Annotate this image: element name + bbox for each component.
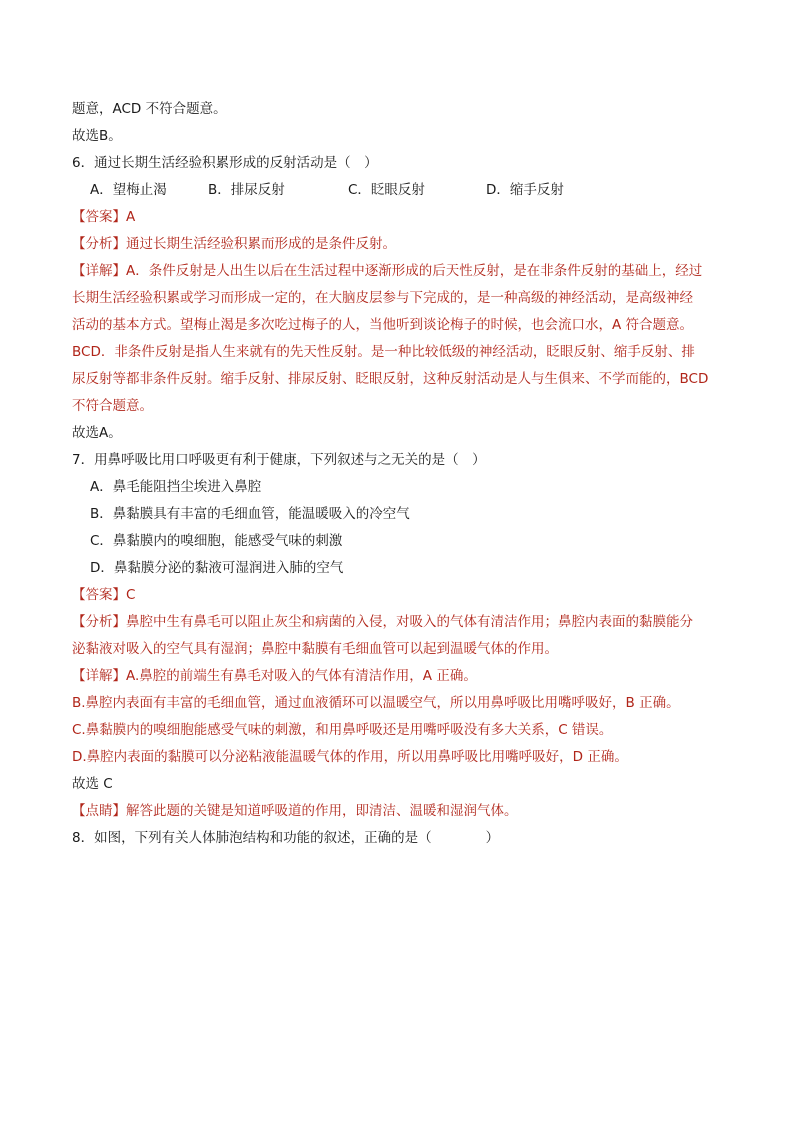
option-a: A．鼻毛能阻挡尘埃进入鼻腔 xyxy=(90,479,262,495)
tip-line xyxy=(72,798,732,825)
answer-tag: 【答案】 xyxy=(72,587,126,603)
tip-text: 解答此题的关键是知道呼吸道的作用，即清洁、温暖和湿润气体。 xyxy=(126,803,518,819)
question-6 xyxy=(72,150,732,177)
answer-line xyxy=(72,204,732,231)
question-6-options xyxy=(72,177,732,204)
choose-line: 故选A。 xyxy=(72,425,122,441)
option-b: B．鼻黏膜具有丰富的毛细血管，能温暖吸入的冷空气 xyxy=(90,506,410,522)
option-d: D．缩手反射 xyxy=(486,182,564,198)
option-a: A．望梅止渴 xyxy=(90,182,167,198)
option-d: D．鼻黏膜分泌的黏液可湿润进入肺的空气 xyxy=(90,560,344,576)
detail-text: A.鼻腔的前端生有鼻毛对吸入的气体有清洁作用，A 正确。 xyxy=(126,668,477,684)
detail-line: 尿反射等都非条件反射。缩手反射、排尿反射、眨眼反射，这种反射活动是人与生俱来、不学而能的，BCD xyxy=(72,371,709,387)
analysis-line: 泌黏液对吸入的空气具有湿润；鼻腔中黏膜有毛细血管可以起到温暖气体的作用。 xyxy=(72,641,558,657)
text-line xyxy=(72,96,732,123)
answer-value: A xyxy=(126,209,136,225)
detail-line: B.鼻腔内表面有丰富的毛细血管，通过血液循环可以温暖空气，所以用鼻呼吸比用嘴呼吸好，B 正确。 xyxy=(72,695,680,711)
detail-tag: 【详解】 xyxy=(72,668,126,684)
question-7: 7．用鼻呼吸比用口呼吸更有利于健康，下列叙述与之无关的是（ ） xyxy=(72,452,486,468)
detail-line: BCD．非条件反射是指人生来就有的先天性反射。是一种比较低级的神经活动，眨眼反射、缩手反射、排 xyxy=(72,344,695,360)
question-text: 6．通过长期生活经验积累形成的反射活动是（ ） xyxy=(72,155,378,171)
text: 故选B。 xyxy=(72,128,122,144)
answer-tag: 【答案】 xyxy=(72,209,126,225)
question-8: 8．如图，下列有关人体肺泡结构和功能的叙述，正确的是（ ） xyxy=(72,830,500,846)
analysis-tag: 【分析】 xyxy=(72,236,126,252)
choose-line: 故选 C xyxy=(72,776,113,792)
analysis-text: 鼻腔中生有鼻毛可以阻止灰尘和病菌的入侵，对吸入的气体有清洁作用；鼻腔内表面的黏膜能分 xyxy=(126,614,693,630)
detail-line xyxy=(72,258,732,285)
detail-tag: 【详解】 xyxy=(72,263,126,279)
analysis-line xyxy=(72,231,732,258)
option-c: C．鼻黏膜内的嗅细胞，能感受气味的刺激 xyxy=(90,533,343,549)
detail-text: A．条件反射是人出生以后在生活过程中逐渐形成的后天性反射，是在非条件反射的基础上，经过 xyxy=(126,263,703,279)
tip-tag: 【点睛】 xyxy=(72,803,126,819)
option-b: B．排尿反射 xyxy=(208,182,285,198)
detail-line: 长期生活经验积累或学习而形成一定的，在大脑皮层参与下完成的，是一种高级的神经活动，是高级神经 xyxy=(72,290,693,306)
analysis-line xyxy=(72,609,732,636)
option-c: C．眨眼反射 xyxy=(348,182,425,198)
detail-line: C.鼻黏膜内的嗅细胞能感受气味的刺激，和用鼻呼吸还是用嘴呼吸没有多大关系，C 错误。 xyxy=(72,722,613,738)
detail-line: 活动的基本方式。望梅止渴是多次吃过梅子的人，当他听到谈论梅子的时候，也会流口水，A 符合题意。 xyxy=(72,317,694,333)
document-page xyxy=(72,96,732,852)
analysis-tag: 【分析】 xyxy=(72,614,126,630)
answer-line xyxy=(72,582,732,609)
detail-line xyxy=(72,663,732,690)
answer-value: C xyxy=(126,587,136,603)
text-line xyxy=(72,123,732,150)
text: 题意，ACD 不符合题意。 xyxy=(72,101,227,117)
detail-line: 不符合题意。 xyxy=(72,398,153,414)
analysis-text: 通过长期生活经验积累而形成的是条件反射。 xyxy=(126,236,396,252)
detail-line: D.鼻腔内表面的黏膜可以分泌粘液能温暖气体的作用，所以用鼻呼吸比用嘴呼吸好，D 正确。 xyxy=(72,749,628,765)
